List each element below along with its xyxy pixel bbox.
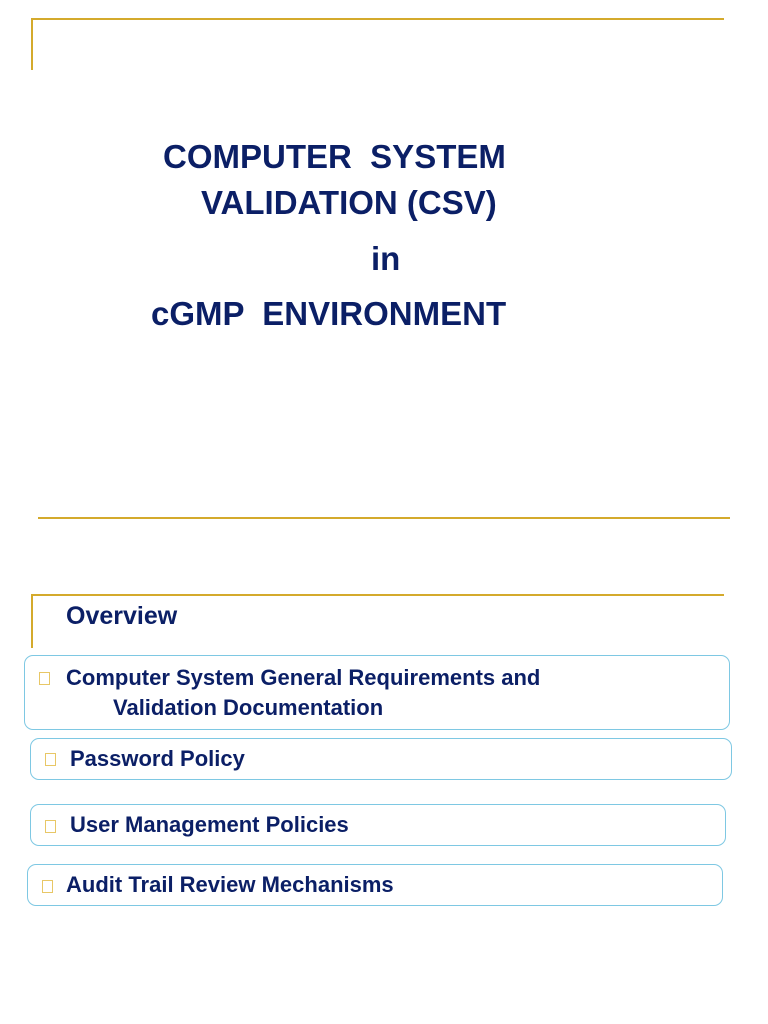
slide-left-rule (31, 18, 33, 70)
title-line-1: COMPUTER SYSTEM (163, 138, 506, 175)
slide-top-rule (31, 18, 724, 20)
bullet-glyph-icon (42, 880, 53, 893)
bullet-glyph-icon (45, 753, 56, 766)
bullet-text: Audit Trail Review Mechanisms (66, 872, 394, 897)
bullet-text-continuation: Validation Documentation (113, 695, 384, 720)
bullet-text: Computer System General Requirements and (66, 665, 541, 690)
bullet-item-password-policy (30, 738, 732, 780)
bullet-item-user-management (30, 804, 726, 846)
overview-slide (0, 512, 768, 1024)
title-line-3: in (371, 240, 401, 277)
bullet-item-audit-trail (27, 864, 723, 906)
slide-left-rule (31, 594, 33, 648)
bullet-text: Password Policy (70, 746, 245, 771)
bullet-item-general-requirements (24, 655, 730, 730)
slide-top-rule (31, 594, 724, 596)
bullet-glyph-icon (45, 820, 56, 833)
overview-heading: Overview (66, 602, 178, 630)
bullet-text: User Management Policies (70, 812, 349, 837)
title-line-2: VALIDATION (CSV) (201, 184, 497, 221)
title-line-4: cGMP ENVIRONMENT (151, 295, 507, 332)
bullet-glyph-icon (39, 672, 50, 685)
